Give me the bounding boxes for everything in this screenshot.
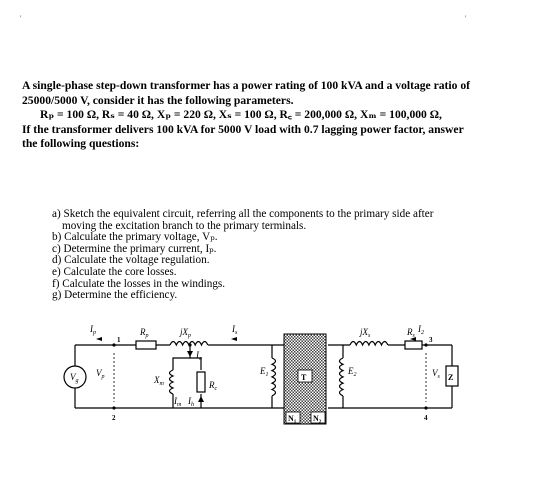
question-g: g) Determine the efficiency.	[52, 289, 178, 302]
problem-statement	[22, 79, 522, 152]
question-a: a) Sketch the equivalent circuit, referring all the components to the primary side after	[52, 208, 434, 220]
arrow-ip	[96, 337, 102, 341]
label-vg: $V_g$	[70, 372, 79, 384]
question-b: b) Calculate the primary voltage, Vₚ.	[52, 231, 218, 244]
label-ip: $I_p$	[90, 324, 96, 336]
winding-secondary-symbol	[340, 358, 344, 396]
problem-line-2: 25000/5000 V, consider it has the following parameters.	[22, 93, 294, 107]
label-is: $I_s$	[232, 324, 238, 336]
inductor-xs-symbol	[350, 342, 388, 346]
problem-line-1: A single-phase step-down transformer has a power rating of 100 kVA and a voltage ratio of	[22, 79, 470, 92]
label-node-2: 2	[112, 414, 116, 422]
problem-parameters: Rₚ = 100 Ω, Rₛ = 40 Ω, Xₚ = 220 Ω, Xₛ = 100 Ω, R꜀ = 200,000 Ω, Xₘ = 100,000 Ω,	[40, 108, 442, 122]
label-jxs: $jX_s$	[360, 327, 371, 339]
node-2-dot	[112, 406, 115, 409]
label-rc: $R_c$	[209, 380, 218, 392]
inductor-xm-symbol	[170, 370, 174, 394]
label-n2: $N_2$	[313, 414, 322, 425]
junction-dot	[188, 343, 191, 346]
resistor-rc-symbol	[197, 372, 205, 392]
label-i2: $I_2$	[418, 324, 424, 336]
label-vp: $V_p$	[96, 368, 105, 380]
label-vs: $V_s$	[432, 368, 440, 380]
label-im: $I_m$	[174, 396, 182, 408]
arrow-is	[231, 337, 237, 341]
label-node-4: 4	[424, 414, 428, 422]
label-xm: $X_m$	[154, 375, 164, 387]
problem-line-4: If the transformer delivers 100 kVA for 5000 V load with 0.7 lagging power factor, answer	[22, 122, 464, 136]
node-4-dot	[424, 406, 427, 409]
label-jxp: $jX_p$	[180, 327, 191, 339]
scan-mark-left: '	[20, 14, 22, 23]
question-c: c) Determine the primary current, Iₚ.	[52, 242, 217, 255]
transformer-equivalent-circuit	[60, 318, 480, 438]
resistor-rp-symbol	[136, 341, 156, 349]
label-z: Z	[448, 373, 454, 382]
label-io: $I_o$	[196, 350, 202, 362]
label-rs: $R_s$	[407, 327, 415, 339]
question-e: e) Calculate the core losses.	[52, 265, 177, 278]
label-rp: $R_p$	[140, 327, 149, 339]
question-d: d) Calculate the voltage regulation.	[52, 254, 210, 267]
label-e1: $E_1$	[260, 366, 269, 378]
label-node-3: 3	[429, 336, 433, 344]
question-a-continued: moving the excitation branch to the primary terminals.	[62, 219, 307, 232]
label-t: T	[301, 373, 307, 382]
problem-line-5: the following questions:	[22, 137, 140, 151]
scan-mark-right: '	[465, 14, 467, 23]
arrow-io	[187, 351, 193, 357]
arrow-ih	[198, 396, 204, 402]
node-3-dot	[424, 343, 427, 346]
winding-primary-symbol	[272, 358, 276, 396]
label-e2: $E_2$	[348, 366, 357, 378]
label-n1: $N_1$	[288, 414, 297, 425]
resistor-rs-symbol	[405, 341, 422, 349]
question-f: f) Calculate the losses in the windings.	[52, 277, 226, 290]
question-list	[52, 209, 522, 302]
node-1-dot	[112, 343, 115, 346]
label-ih: $I_h$	[188, 396, 194, 408]
label-node-1: 1	[117, 336, 121, 344]
